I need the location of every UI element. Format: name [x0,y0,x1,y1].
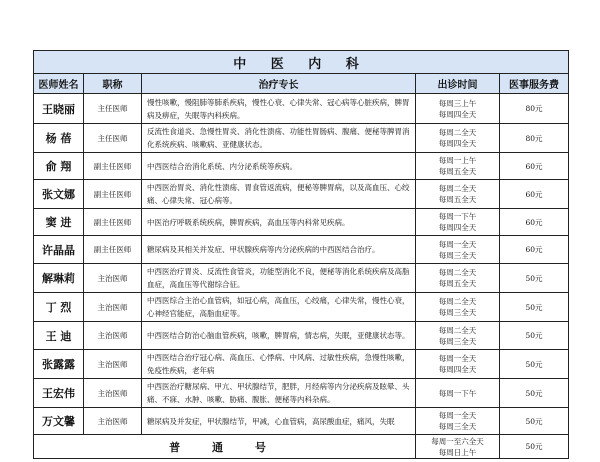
table-row [34,209,569,236]
table-row [34,180,569,209]
schedule-line: 每周一全天 [438,354,477,363]
doctor-name: 王宏伟 [34,379,84,408]
table-row [34,264,569,293]
schedule-line: 每周四全天 [438,139,477,148]
doctor-specialty: 糖尿病及并发症，甲状腺结节，甲减，心血管病，高尿酸血症，痛风，失眠 [142,408,416,435]
doctor-schedule [416,153,500,180]
header-row [34,74,569,94]
schedule-line: 每周一全天 [438,411,477,420]
doctor-name: 杨 蓓 [34,124,84,153]
table-row [34,293,569,322]
doctor-schedule [416,408,500,435]
doctor-fee: 50元 [500,293,569,322]
doctor-title: 副主任医师 [84,209,142,236]
general-registration-fee: 50元 [500,435,569,459]
schedule-line: 每周一至六全天 [431,436,484,446]
doctor-fee: 60元 [500,153,569,180]
doctor-title: 副主任医师 [84,180,142,209]
schedule-line: 每周五全天 [438,195,477,204]
general-registration-row [34,435,569,459]
general-registration-label: 普 通 号 [34,435,416,459]
doctor-schedule [416,180,500,209]
doctor-name: 王晓丽 [34,94,84,124]
doctor-title: 副主任医师 [84,153,142,180]
schedule-line: 每周四全天 [438,109,477,119]
schedule-line: 每周三全天 [438,422,477,431]
schedule-line: 每周五全天 [438,279,477,288]
doctor-specialty: 中西医治胃炎、消化性溃疡、胃食管返流病，便秘等脾胃病，以及高血压、心绞痛、心律失常、冠心病等。 [142,180,416,209]
doctor-schedule [416,350,500,379]
doctor-name: 张文娜 [34,180,84,209]
doctor-name: 王 迪 [34,322,84,350]
header-title: 职称 [84,74,142,94]
schedule-line: 每周一下午 [438,212,477,221]
doctor-schedule-table [33,50,569,459]
doctor-specialty: 中西医治疗糖尿病、甲亢、甲状腺结节，肥胖，月经病等内分泌疾病及眩晕、头痛、不寐、水肿、咳嗽、胁痛、腹胀、便秘等内科杂病。 [142,379,416,408]
doctor-name: 丁 烈 [34,293,84,322]
doctor-specialty: 中西医治疗胃炎、反流性食管炎，功能型消化不良，便秘等消化系统疾病及高脂血症，高血压等代谢综合征。 [142,264,416,293]
schedule-line: 每周三全天 [438,250,477,260]
doctor-name: 张露露 [34,350,84,379]
doctor-fee: 50元 [500,264,569,293]
doctor-title: 主任医师 [84,94,142,124]
table-row [34,124,569,153]
table-row [34,236,569,264]
doctor-fee: 80元 [500,124,569,153]
doctor-fee: 50元 [500,408,569,435]
doctor-specialty: 中医治疗呼吸系统疾病，脾胃疾病，高血压等内科常见疾病。 [142,209,416,236]
doctor-schedule [416,322,500,350]
doctor-title: 主治医师 [84,408,142,435]
department-title-row [34,51,569,74]
doctor-specialty: 中西医结合治疗冠心病、高血压、心悸病、中风病、过敏性疾病，急慢性咳嗽，免疫性疾病，老年病 [142,350,416,379]
doctor-title: 主治医师 [84,322,142,350]
schedule-line: 每周四全天 [438,223,477,232]
table-row [34,379,569,408]
schedule-line: 每周一下午 [438,388,477,398]
doctor-schedule [416,379,500,408]
doctor-schedule [416,124,500,153]
doctor-fee: 60元 [500,180,569,209]
schedule-line: 每周一全天 [438,239,477,249]
doctor-name: 俞 翔 [34,153,84,180]
doctor-fee: 50元 [500,350,569,379]
schedule-line: 每周一上午 [438,156,477,165]
doctor-schedule [416,293,500,322]
doctor-name: 许晶晶 [34,236,84,264]
schedule-line: 每周二全天 [438,184,477,193]
schedule-line: 每周二全天 [438,268,477,277]
doctor-specialty: 中西医综合主治心血管病，如冠心病，高血压，心绞痛，心律失常，慢性心衰，心神经官能症，高脂血症等。 [142,293,416,322]
doctor-title: 主治医师 [84,293,142,322]
doctor-fee: 50元 [500,322,569,350]
doctor-title: 主任医师 [84,124,142,153]
doctor-title: 主治医师 [84,350,142,379]
schedule-line: 每周三全天 [438,308,477,317]
general-registration-schedule [416,435,500,459]
schedule-line: 每周五全天 [438,167,477,176]
header-schedule: 出诊时间 [416,74,500,94]
doctor-fee: 50元 [500,379,569,408]
table-row [34,94,569,124]
schedule-line: 每周三全天 [438,336,477,346]
doctor-specialty: 反流性食道炎、急慢性胃炎、消化性溃疡、功能性胃肠病、腹痛、便秘等脾胃消化系统疾病、咳嗽病、亚健康状态。 [142,124,416,153]
doctor-name: 万文馨 [34,408,84,435]
doctor-schedule [416,94,500,124]
table-row [34,153,569,180]
doctor-specialty: 慢性咳嗽，慢阻肺等肺系疾病，慢性心衰、心律失常、冠心病等心脏疾病，脾胃病及痹症，失眠等内科疾病。 [142,94,416,124]
doctor-title: 主治医师 [84,379,142,408]
doctor-title: 主治医师 [84,264,142,293]
header-name: 医师姓名 [34,74,84,94]
department-title: 中 医 内 科 [34,51,569,74]
schedule-line: 每周日上午 [438,447,477,457]
doctor-specialty: 中西医结合治消化系统、内分泌系统等疾病。 [142,153,416,180]
schedule-line: 每周三上午 [438,98,477,108]
schedule-line: 每周四全天 [438,365,477,374]
schedule-line: 每周二全天 [438,128,477,137]
header-fee: 医事服务费 [500,74,569,94]
doctor-fee: 80元 [500,94,569,124]
doctor-schedule [416,236,500,264]
doctor-title: 副主任医师 [84,236,142,264]
table-row [34,350,569,379]
doctor-specialty: 中西医结合防治心脑血管疾病，咳嗽，脾胃病，情志病，失眠，亚健康状态等。 [142,322,416,350]
table-row [34,408,569,435]
doctor-fee: 60元 [500,209,569,236]
schedule-line: 每周二全天 [438,297,477,306]
doctor-name: 解琳莉 [34,264,84,293]
header-specialty: 治疗专长 [142,74,416,94]
schedule-sheet [33,50,568,459]
doctor-schedule [416,264,500,293]
schedule-line: 每周二全天 [438,325,477,335]
doctor-schedule [416,209,500,236]
doctor-fee: 60元 [500,236,569,264]
doctor-name: 窦 进 [34,209,84,236]
doctor-specialty: 糖尿病及其相关并发症、甲状腺疾病等内分泌疾病的中西医结合治疗。 [142,236,416,264]
table-row [34,322,569,350]
